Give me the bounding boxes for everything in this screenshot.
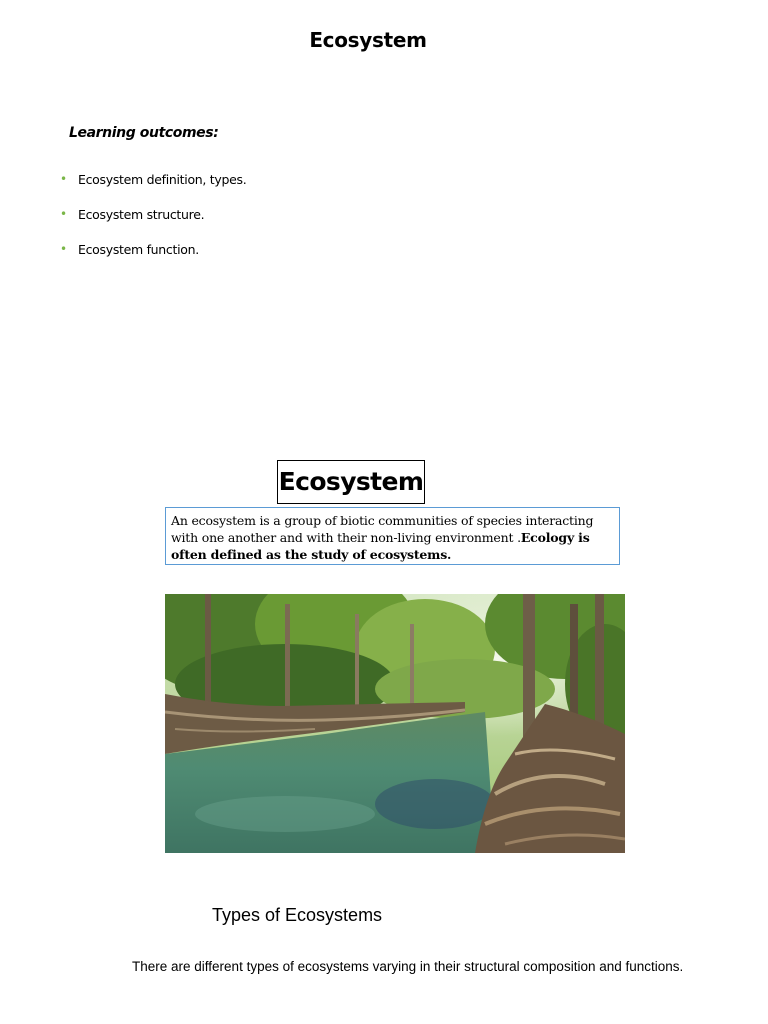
types-paragraph: There are different types of ecosystems varying in their structural composition and functions.	[132, 959, 684, 974]
list-item-text: Ecosystem structure.	[78, 207, 205, 222]
learning-outcomes-list	[60, 171, 246, 276]
page-title: Ecosystem	[309, 28, 427, 52]
mangrove-photo	[165, 594, 625, 853]
bullet-icon: •	[60, 242, 67, 256]
learning-outcomes-heading: Learning outcomes:	[69, 125, 219, 141]
bullet-icon: •	[60, 207, 67, 221]
types-of-ecosystems-heading: Types of Ecosystems	[212, 905, 383, 925]
definition-bold-text: Ecology is often defined as the study of ecosystems.	[171, 530, 590, 562]
list-item-text: Ecosystem function.	[78, 242, 199, 257]
list-item	[60, 241, 246, 276]
definition-box	[165, 507, 620, 565]
list-item	[60, 206, 246, 241]
list-item	[60, 171, 246, 206]
definition-text: An ecosystem is a group of biotic communities of species interacting with one another and with their non-living environment .	[171, 513, 594, 545]
bullet-icon: •	[60, 172, 67, 186]
ecosystem-box-title: Ecosystem	[277, 460, 425, 504]
list-item-text: Ecosystem definition, types.	[78, 172, 247, 187]
